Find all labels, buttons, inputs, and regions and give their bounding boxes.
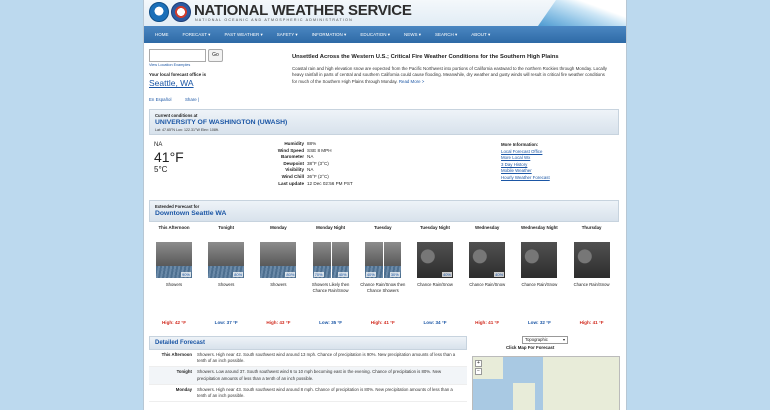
map-caption: Click Map For Forecast <box>506 345 555 350</box>
period-name: Wednesday <box>475 225 500 230</box>
share-link[interactable]: Share | <box>185 97 200 102</box>
period-description: Chance Rain/Snow <box>417 282 453 287</box>
detail-value: NA <box>307 167 314 173</box>
detail-key: Wind Chill <box>281 173 304 179</box>
period-name: Tuesday Night <box>420 225 450 230</box>
detail-row-wind-speed <box>244 148 397 155</box>
showers-icon[interactable] <box>208 242 244 278</box>
detail-key: Last update <box>278 180 304 186</box>
precip-chance: 90% <box>181 272 190 277</box>
showers-icon[interactable] <box>260 242 296 278</box>
detail-key: Wind Speed <box>277 147 304 153</box>
period-name: Monday Night <box>316 225 346 230</box>
period-name: Monday <box>270 225 287 230</box>
local-forecast-office-link[interactable]: Local Forecast Office <box>501 148 543 154</box>
headline-text: Coastal rain and high elevation snow are expected from the Pacific Northwest into portions of California eastward to the northern Rockies through Monday. Locally heavy rainfall in parts of central and southern California could cause flooding. Meanwhile, dry weather and gusty winds will result in critical fire weather conditions for much of the Southern High Plains through Monday. <box>292 66 607 84</box>
low-temp: Low: 34 °F <box>423 320 447 325</box>
high-temp: High: 41 °F <box>579 320 604 325</box>
low-temp: Low: 32 °F <box>527 320 551 325</box>
detailed-period-text: Showers. High near 42. South southwest wind around 13 mph. Chance of precipitation is 90%. New precipitation amounts of less than a tenth of an inch possible. <box>197 352 456 364</box>
precip-chance: 30% <box>390 272 399 277</box>
zoom-out-button[interactable]: − <box>475 368 482 375</box>
site-title[interactable]: NATIONAL WEATHER SERVICE <box>194 2 412 19</box>
forecast-period <box>201 222 251 325</box>
high-temp: High: 43 °F <box>266 320 291 325</box>
site-header <box>144 0 627 26</box>
low-temp: Low: 37 °F <box>214 320 238 325</box>
nav-about[interactable]: ABOUT ▾ <box>471 31 491 37</box>
detailed-period-text: Showers. Low around 37. South southwest wind 6 to 10 mph becoming east in the evening. Chance of precipitation is 80%. New precipitation amounts of less than a tenth of an inch possible. <box>197 369 442 381</box>
nav-home[interactable]: HOME <box>155 32 169 37</box>
period-description: Chance Rain/Snow <box>469 282 506 287</box>
forecast-period <box>358 222 408 325</box>
high-temp: High: 41 °F <box>370 320 395 325</box>
detailed-forecast-title: Detailed Forecast <box>149 336 467 350</box>
detail-key: Dewpoint <box>283 160 304 166</box>
period-name: Thursday <box>581 225 602 230</box>
main-nav <box>144 26 627 43</box>
detailed-period-name: Tonight <box>176 369 192 375</box>
header-wave-graphic <box>538 0 627 26</box>
forecast-period <box>462 222 512 325</box>
detail-value: 88% <box>307 141 317 146</box>
detail-row-barometer <box>244 154 397 161</box>
current-details-table <box>244 141 397 187</box>
current-conditions-body <box>149 136 619 198</box>
extended-label: Extended Forecast for <box>155 204 200 209</box>
office-link[interactable]: Seattle, WA <box>149 78 194 88</box>
hourly-forecast-link[interactable]: Hourly Weather Forecast <box>501 174 550 180</box>
nav-forecast[interactable]: FORECAST ▾ <box>182 31 211 37</box>
detail-key: Barometer <box>281 154 304 160</box>
forecast-map[interactable] <box>472 356 620 410</box>
map-land <box>513 383 535 410</box>
forecast-period <box>306 222 356 325</box>
go-button[interactable]: Go <box>208 49 223 62</box>
period-description: Showers <box>218 282 235 287</box>
noaa-logo[interactable] <box>149 2 169 22</box>
forecast-period <box>149 222 199 325</box>
detailed-period-name: This Afternoon <box>161 352 192 357</box>
zoom-in-button[interactable]: + <box>475 360 482 367</box>
detail-row-dewpoint <box>244 161 397 168</box>
detailed-row <box>149 385 467 402</box>
high-temp: High: 42 °F <box>161 320 187 325</box>
current-temp-c: 5°C <box>154 165 168 174</box>
page <box>143 0 627 410</box>
detail-row-wind-chill <box>244 174 397 181</box>
headline-body <box>292 66 610 85</box>
map-type-select[interactable] <box>522 336 568 344</box>
precip-chance: 40% <box>442 272 451 277</box>
detailed-row <box>149 350 467 367</box>
rain-snow-icon[interactable] <box>417 242 453 278</box>
mobile-weather-link[interactable]: Mobile Weather <box>501 168 532 174</box>
period-description: Showers <box>165 282 183 287</box>
current-label: Current conditions at <box>155 113 198 118</box>
rain-snow-icon[interactable] <box>469 242 505 278</box>
nav-news[interactable]: NEWS ▾ <box>404 31 422 37</box>
period-description: Showers Likely then Chance Rain/Snow <box>311 282 350 293</box>
detail-value: 12 Dec 02:56 PM PST <box>307 180 353 186</box>
period-description: Chance Rain/Snow then Chance Showers <box>360 282 406 293</box>
detail-key: Visibility <box>285 167 304 173</box>
precip-chance-left: 70% <box>314 272 323 277</box>
precip-chance: 80% <box>286 272 295 277</box>
location-search-input[interactable] <box>149 49 206 62</box>
spanish-link[interactable]: En Español <box>149 97 172 102</box>
high-temp: High: 41 °F <box>475 320 500 325</box>
forecast-period <box>410 222 460 325</box>
precip-chance-left: 40% <box>366 272 375 277</box>
office-label: Your local forecast office is <box>149 72 207 77</box>
rain-snow-icon[interactable] <box>521 242 557 278</box>
detail-row-last-update <box>244 181 397 188</box>
forecast-period <box>514 222 564 325</box>
map-type-value: Topographic <box>525 337 548 342</box>
current-condition: NA <box>154 142 163 148</box>
precip-chance: 80% <box>234 272 243 277</box>
period-name: Tonight <box>218 225 235 230</box>
map-land <box>543 357 620 410</box>
detail-row-humidity <box>244 141 397 148</box>
nav-safety[interactable]: SAFETY ▾ <box>276 31 298 37</box>
precip-chance: 40% <box>495 272 504 277</box>
extended-location: Downtown Seattle WA <box>155 210 227 217</box>
period-name: Wednesday Night <box>521 225 558 230</box>
detail-value: SSE 8 MPH <box>307 147 332 153</box>
detailed-forecast <box>149 336 467 410</box>
detail-value: 36°F (2°C) <box>307 173 329 179</box>
nav-information[interactable]: INFORMATION ▾ <box>311 31 347 37</box>
weather-gov-icon: ⌁ <box>617 4 622 13</box>
three-day-history-link[interactable]: 3 Day History <box>501 161 528 167</box>
current-conditions-header <box>149 109 619 135</box>
detail-value: NA <box>307 154 314 160</box>
showers-icon[interactable] <box>365 242 401 278</box>
more-local-wx-link[interactable]: More Local Wx <box>501 155 531 161</box>
site-subtitle: NATIONAL OCEANIC AND ATMOSPHERIC ADMINISTRATION <box>195 18 353 22</box>
current-temp-f: 41°F <box>154 149 184 165</box>
forecast-period <box>567 222 617 325</box>
nws-logo[interactable] <box>171 2 191 22</box>
extended-forecast-header <box>149 200 619 222</box>
precip-chance: 40% <box>338 272 347 277</box>
more-information <box>501 142 550 182</box>
period-name: This Afternoon <box>158 225 190 230</box>
more-info-title: More Information: <box>501 142 539 147</box>
station-name: UNIVERSITY OF WASHINGTON (UWASH) <box>155 119 288 126</box>
detail-value: 38°F (3°C) <box>307 160 329 166</box>
detailed-period-text: Showers. High near 43. South southwest wind around 8 mph. Chance of precipitation is 80%. New precipitation amounts of less than a tenth of an inch possible. <box>197 386 453 399</box>
nav-education[interactable]: EDUCATION ▾ <box>360 31 391 37</box>
showers-icon[interactable] <box>313 242 349 278</box>
detail-row-visibility <box>244 167 397 174</box>
rain-snow-icon[interactable] <box>574 242 610 278</box>
extended-forecast-periods <box>149 222 619 326</box>
period-description: Chance Rain/Snow <box>573 282 610 287</box>
station-coords: Lat: 47.65°N Lon: 122.31°W Elev: 108ft. <box>155 128 219 132</box>
detailed-row <box>149 367 467 384</box>
period-description: Chance Rain/Snow <box>521 282 558 287</box>
location-examples-link[interactable]: View Location Examples <box>149 63 191 67</box>
chevron-down-icon: ▾ <box>562 337 565 342</box>
showers-icon[interactable] <box>156 242 192 278</box>
period-description: Showers <box>270 282 287 287</box>
detail-key: Humidity <box>284 141 304 146</box>
nav-search[interactable]: SEARCH ▾ <box>435 31 458 37</box>
period-name: Tuesday <box>374 225 392 230</box>
nav-past-weather[interactable]: PAST WEATHER ▾ <box>224 31 263 37</box>
detailed-period-name: Monday <box>175 386 192 392</box>
forecast-period <box>253 222 303 325</box>
headline-title[interactable]: Unsettled Across the Western U.S.; Critical Fire Weather Conditions for the Southern High Plains <box>292 54 559 60</box>
read-more-link[interactable]: Read More > <box>398 78 425 84</box>
low-temp: Low: 35 °F <box>319 320 343 325</box>
